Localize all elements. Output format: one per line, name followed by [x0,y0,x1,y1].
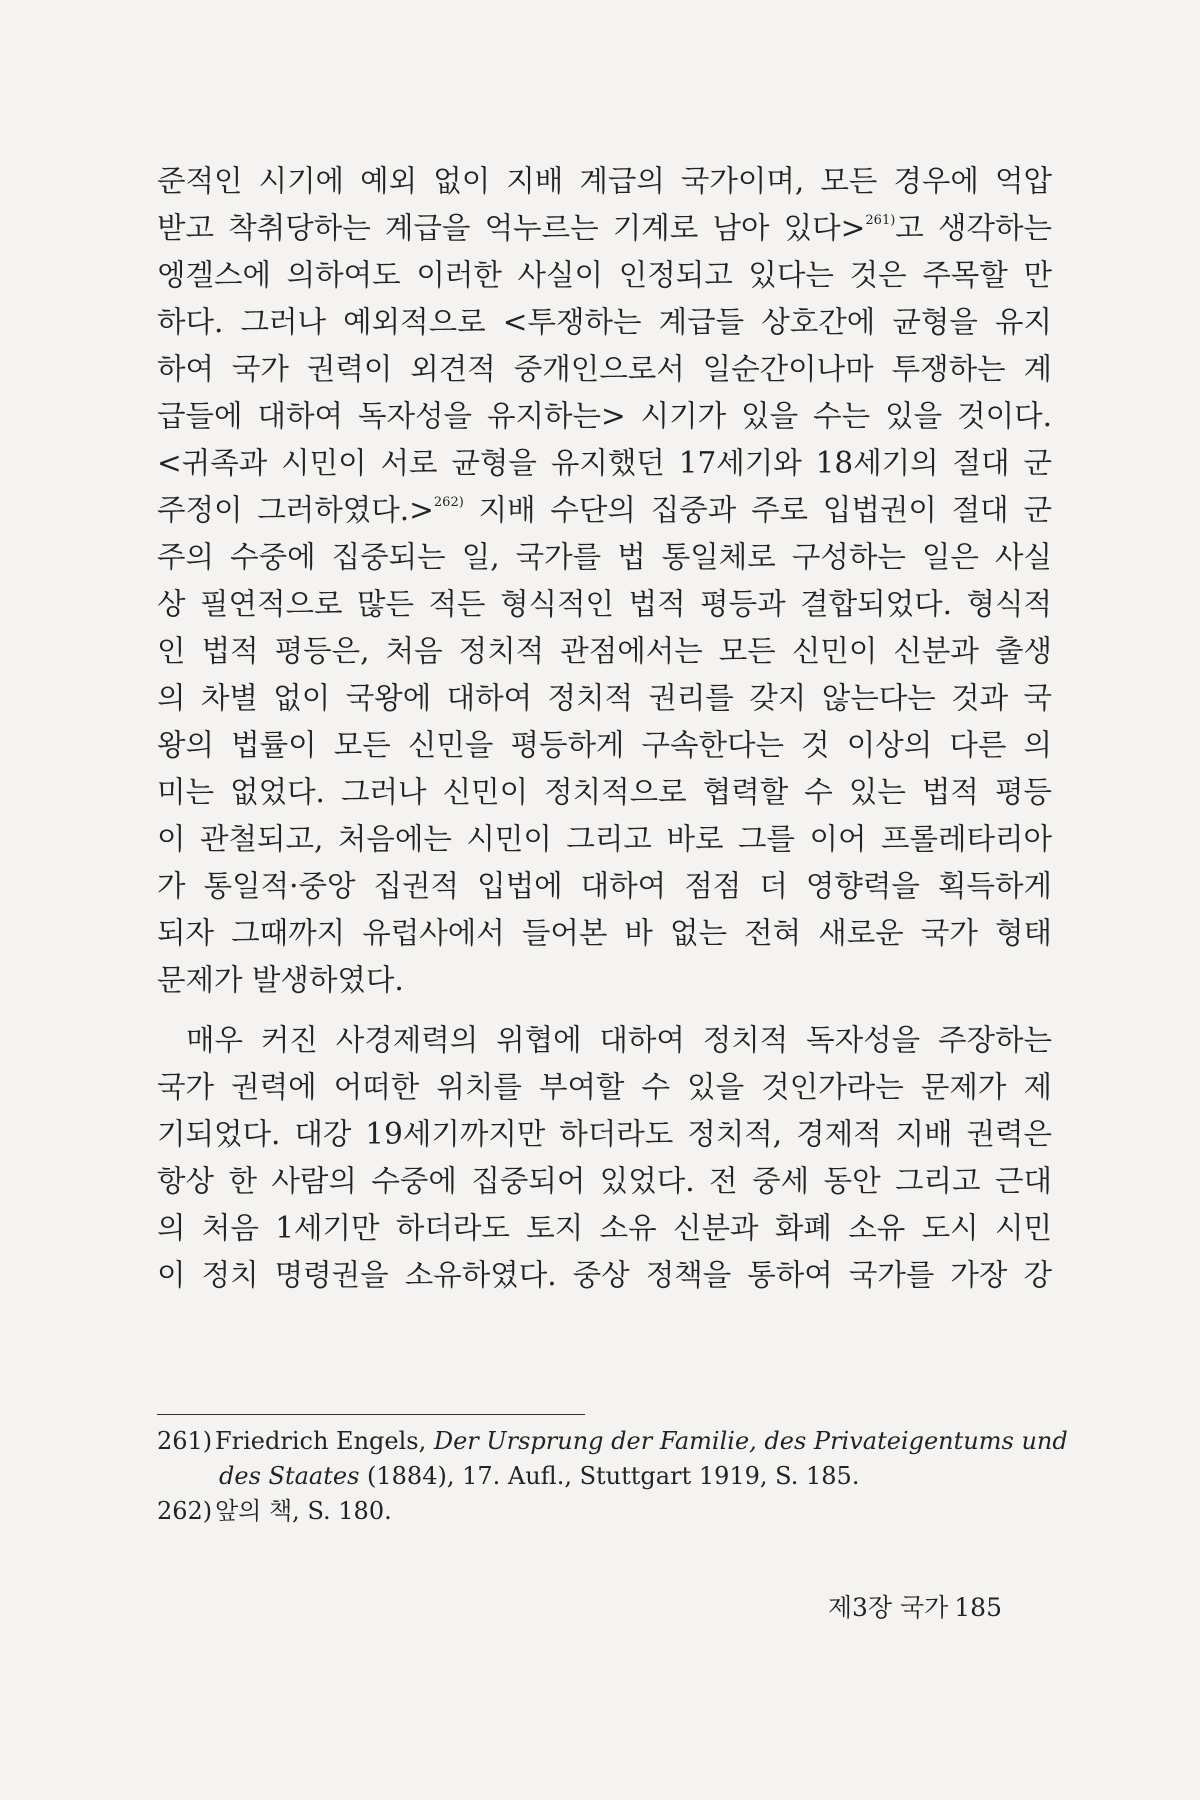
footnote-262 [157,1494,1052,1529]
text-line: 주의 수중에 집중되는 일, 국가를 법 통일체로 구성하는 일은 사실 [157,540,1052,574]
text-line [157,487,1052,534]
page-number: 185 [954,1593,1002,1622]
text-line: <귀족과 시민이 서로 균형을 유지했던 17세기와 18세기의 절대 군 [157,446,1052,480]
text-line: 준적인 시기에 예외 없이 지배 계급의 국가이며, 모든 경우에 억압 [157,164,1052,198]
text-line: 의 차별 없이 국왕에 대하여 정치적 권리를 갖지 않는다는 것과 국 [157,681,1052,715]
footnote-author: Friedrich Engels, [215,1427,427,1455]
text-line: 항상 한 사람의 수중에 집중되어 있었다. 전 중세 동안 그리고 근대 [157,1164,1052,1198]
text-run: 주정이 그러하였다.> [157,493,434,527]
footnote-title: Der Ursprung der Familie, des Privateigentums und [433,1427,1068,1455]
text-line: 가 통일적·중앙 집권적 입법에 대하여 점점 더 영향력을 획득하게 [157,869,1052,903]
paragraph-gap [157,1004,1052,1017]
text-line: 문제가 발생하였다. [157,963,404,997]
text-line: 국가 권력에 어떠한 위치를 부여할 수 있을 것인가라는 문제가 제 [157,1070,1052,1104]
text-run: 받고 착취당하는 계급을 억누르는 기계로 남아 있다> [157,211,866,245]
text-line: 왕의 법률이 모든 신민을 평등하게 구속한다는 것 이상의 다른 의 [157,728,1052,762]
text-run: 고 생각하는 [895,211,1052,245]
text-line: 의 처음 1세기만 하더라도 토지 소유 신분과 화폐 소유 도시 시민 [157,1211,1052,1245]
footnote-ref-262[interactable]: 262) [433,495,464,510]
body-text [157,158,1052,1299]
footnotes [157,1424,1068,1529]
text-line: 매우 커진 사경제력의 위협에 대하여 정치적 독자성을 주장하는 [186,1023,1052,1057]
text-line: 기되었다. 대강 19세기까지만 하더라도 정치적, 경제적 지배 권력은 [157,1117,1052,1151]
running-footer [822,1588,1002,1624]
footnote-ref-261[interactable]: 261) [865,213,896,228]
footnote-text: 앞의 책, S. 180. [215,1497,392,1525]
text-line: 상 필연적으로 많든 적든 형식적인 법적 평등과 결합되었다. 형식적 [157,587,1052,621]
text-line: 급들에 대하여 독자성을 유지하는> 시기가 있을 수는 있을 것이다. [157,399,1052,433]
text-line: 하다. 그러나 예외적으로 <투쟁하는 계급들 상호간에 균형을 유지 [157,305,1052,339]
text-run: 지배 수단의 집중과 주로 입법권이 절대 군 [463,493,1053,527]
text-line: 이 관철되고, 처음에는 시민이 그리고 바로 그를 이어 프롤레타리아 [157,822,1052,856]
footnote-261 [157,1424,1068,1459]
footnote-261-continued [157,1459,1052,1494]
chapter-title: 제3장 국가 [827,1593,949,1622]
text-line: 엥겔스에 의하여도 이러한 사실이 인정되고 있다는 것은 주목할 만 [157,258,1052,292]
footnote-citation: (1884), 17. Aufl., Stuttgart 1919, S. 185. [367,1462,860,1490]
text-line: 이 정치 명령권을 소유하였다. 중상 정책을 통하여 국가를 가장 강 [157,1258,1052,1292]
text-line: 되자 그때까지 유럽사에서 들어본 바 없는 전혀 새로운 국가 형태 [157,916,1052,950]
footnote-title: des Staates [219,1462,360,1490]
footnote-number: 262) [157,1497,213,1525]
text-line: 미는 없었다. 그러나 신민이 정치적으로 협력할 수 있는 법적 평등 [157,775,1052,809]
footnote-number: 261) [157,1427,213,1455]
text-line: 하여 국가 권력이 외견적 중개인으로서 일순간이나마 투쟁하는 계 [157,352,1052,386]
text-line: 인 법적 평등은, 처음 정치적 관점에서는 모든 신민이 신분과 출생 [157,634,1052,668]
footnote-separator [157,1414,585,1415]
text-line [157,205,1052,252]
